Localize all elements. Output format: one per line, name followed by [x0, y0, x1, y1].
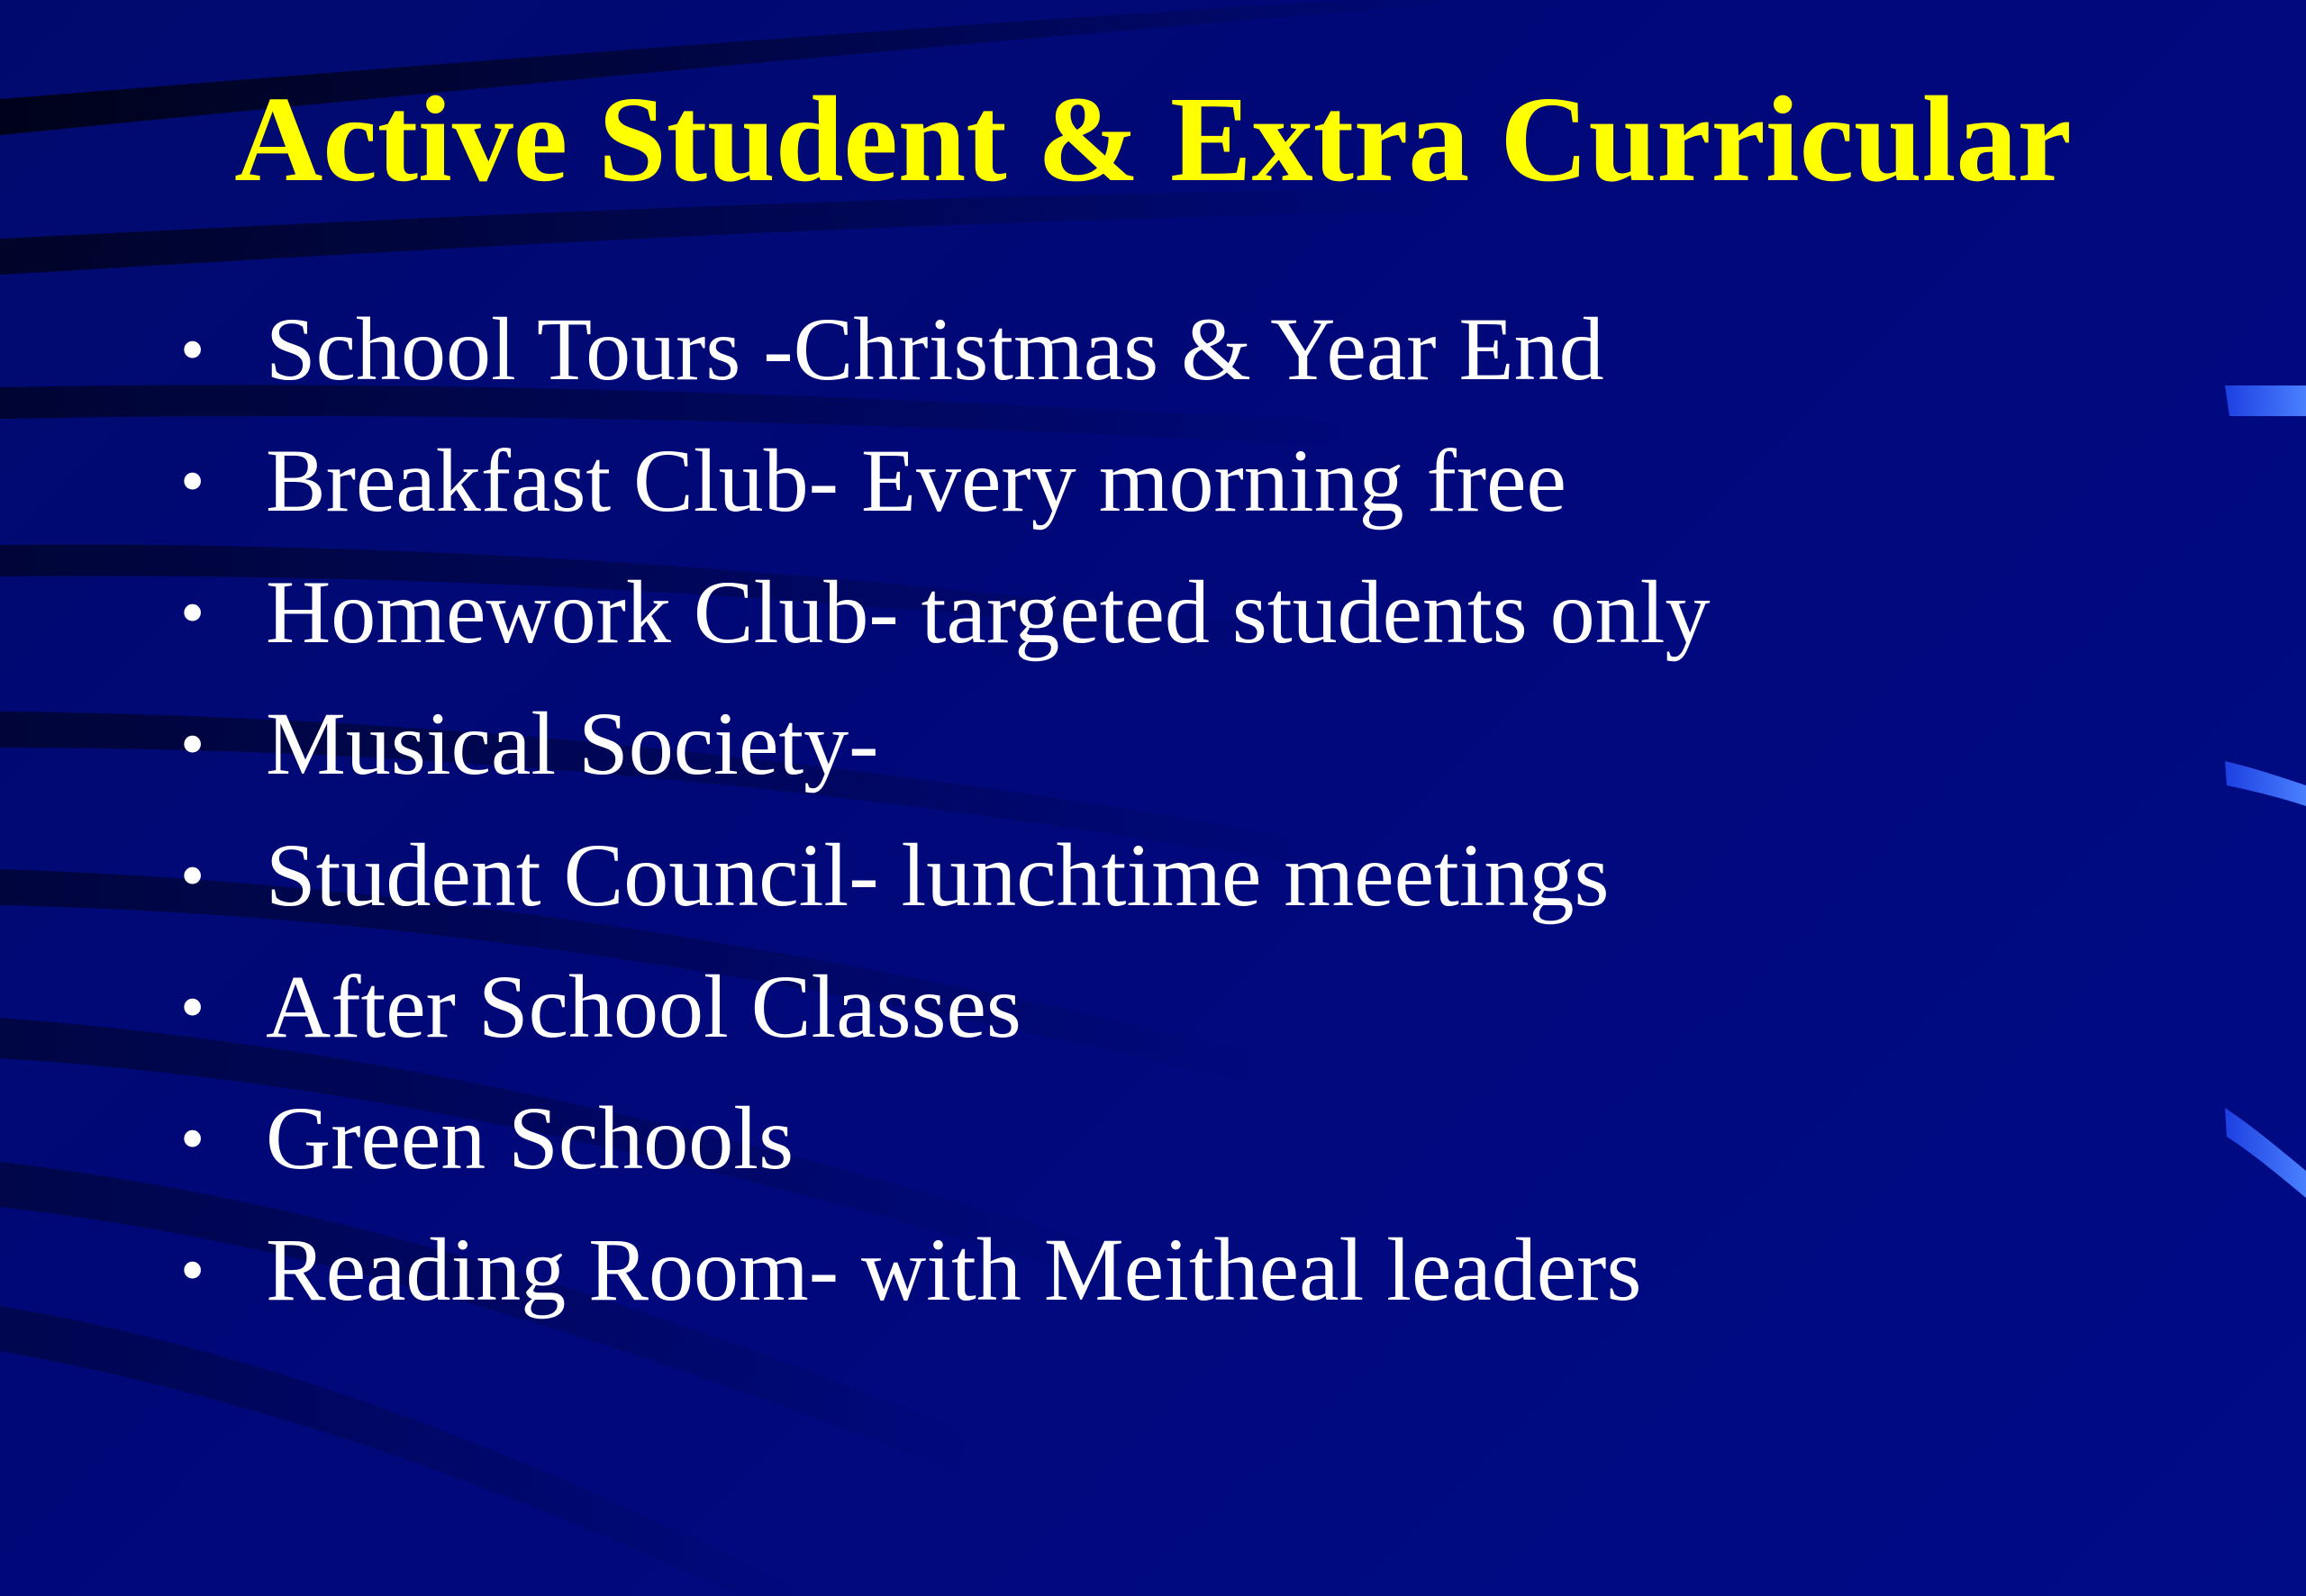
right-edge-accents [2225, 385, 2306, 1198]
bullet-text: Student Council- lunchtime meetings [266, 825, 1610, 925]
bullet-item [180, 810, 1710, 941]
bullet-glyph: • [180, 704, 205, 783]
bullet-text: Breakfast Club- Every morning free [266, 431, 1566, 530]
bullet-text: After School Classes [266, 957, 1021, 1056]
bullet-glyph: • [180, 310, 205, 388]
bullet-item [180, 547, 1710, 678]
bullet-text: School Tours -Christmas & Year End [266, 299, 1604, 399]
bullet-glyph: • [180, 1099, 205, 1177]
bullet-text: Green Schools [266, 1088, 794, 1188]
bullet-item [180, 284, 1710, 415]
bullet-item [180, 415, 1710, 547]
bullet-text: Musical Society- [266, 694, 879, 793]
bullet-text: Reading Room- with Meitheal leaders [266, 1220, 1642, 1319]
bullet-glyph: • [180, 967, 205, 1046]
bullet-glyph: • [180, 836, 205, 914]
bullet-item [180, 1204, 1710, 1336]
bullet-glyph: • [180, 441, 205, 520]
bullet-list [180, 284, 1710, 1336]
slide-title: Active Student & Extra Curricular [234, 72, 2072, 207]
bullet-item [180, 1073, 1710, 1204]
bullet-text: Homework Club- targeted students only [266, 562, 1711, 662]
bullet-item [180, 678, 1710, 810]
bullet-item [180, 941, 1710, 1073]
bullet-glyph: • [180, 1230, 205, 1309]
bullet-glyph: • [180, 573, 205, 651]
